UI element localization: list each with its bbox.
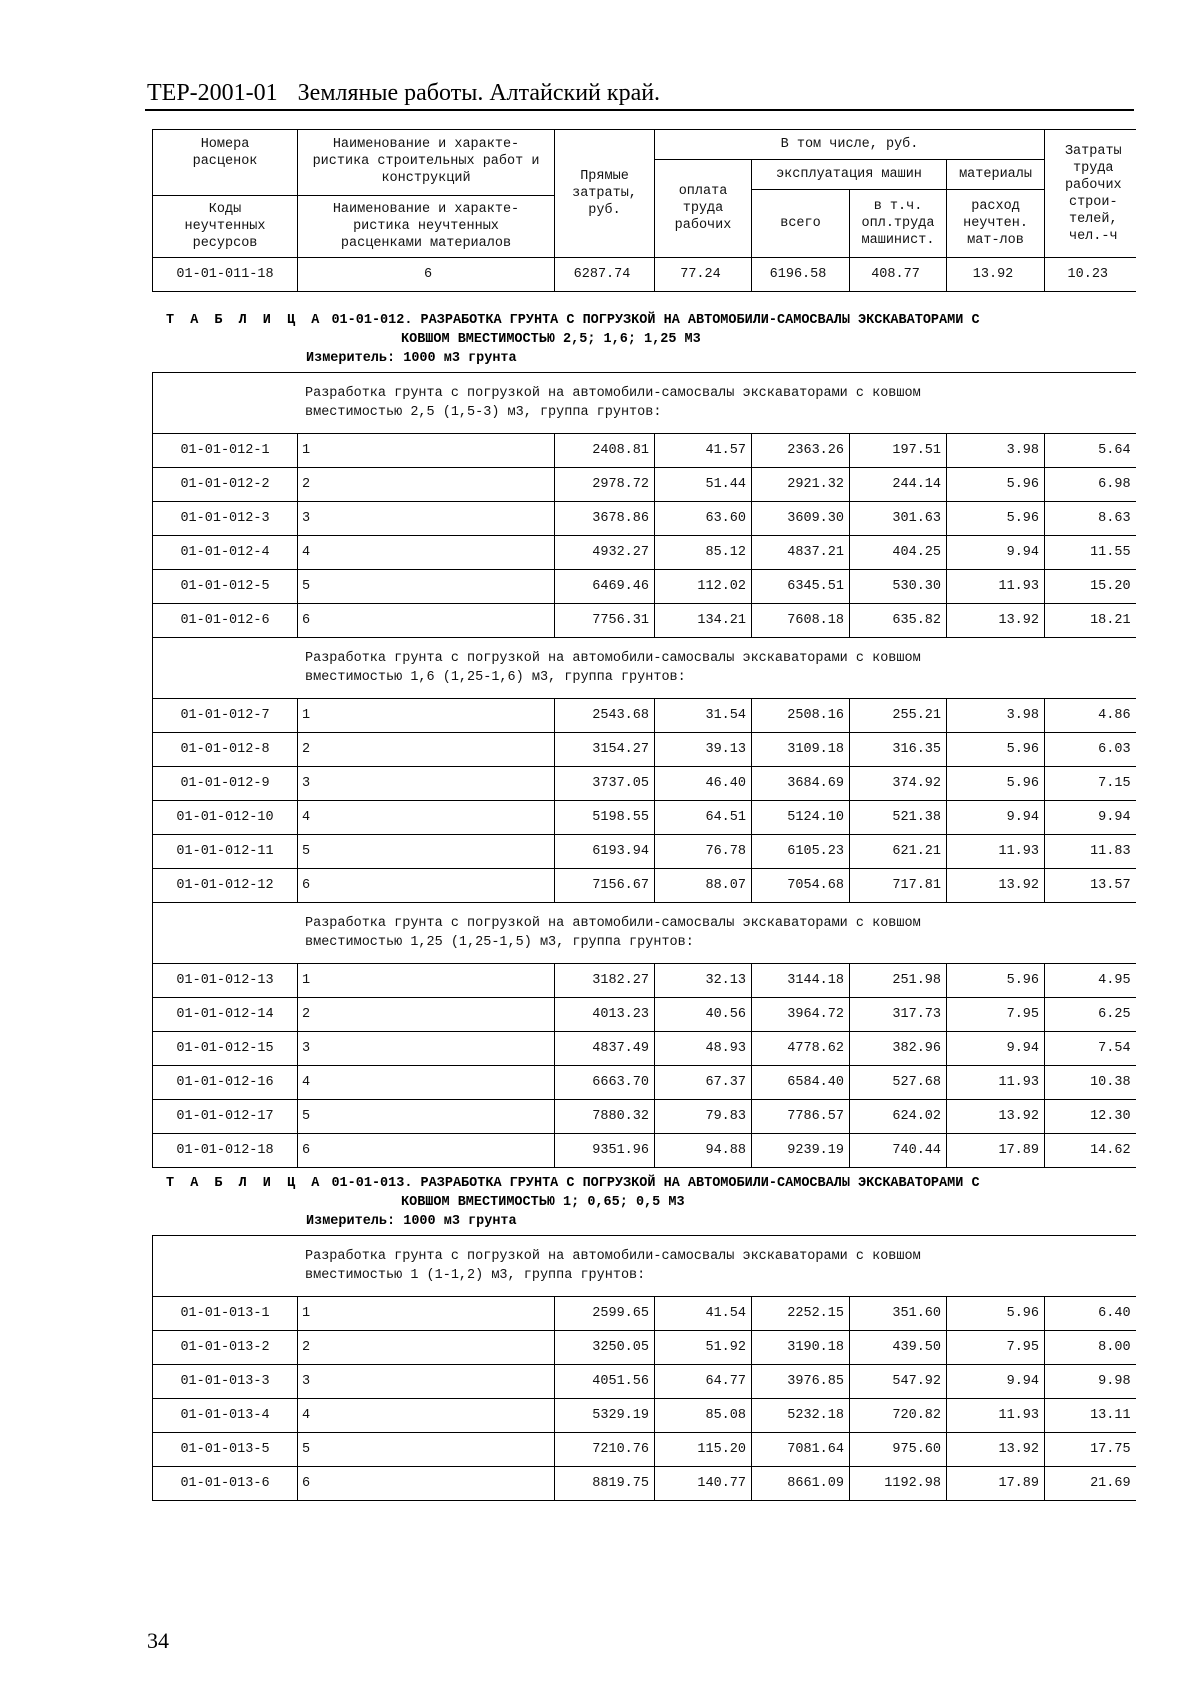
rate-name: 1 [298, 434, 555, 468]
materials: 17.89 [947, 1467, 1045, 1501]
rate-name: 6 [298, 1467, 555, 1501]
direct-costs: 7156.67 [555, 869, 655, 903]
rate-name: 2 [298, 733, 555, 767]
materials: 13.92 [947, 1100, 1045, 1134]
labor-cost: 11.55 [1045, 536, 1136, 570]
labor-cost: 8.00 [1045, 1331, 1136, 1365]
header-name: Наименование и характе- ристика строительных работ и конструкций [298, 130, 555, 196]
machines-total: 6105.23 [752, 835, 850, 869]
header-name2: Наименование и характе- ристика неучтенных расценками материалов [298, 196, 555, 258]
group-title-line2: вместимостью 2,5 (1,5-3) м3, группа грунтов: [305, 405, 662, 420]
labor-cost: 13.57 [1045, 869, 1136, 903]
materials: 11.93 [947, 1399, 1045, 1433]
direct-costs: 3182.27 [555, 964, 655, 998]
machines-operator-pay: 351.60 [850, 1297, 947, 1331]
labor-cost: 7.54 [1045, 1032, 1136, 1066]
materials: 9.94 [947, 1365, 1045, 1399]
rate-code: 01-01-012-13 [153, 964, 298, 998]
materials: 9.94 [947, 536, 1045, 570]
table-title-line1: 01-01-012. РАЗРАБОТКА ГРУНТА С ПОГРУЗКОЙ НА АВТОМОБИЛИ-САМОСВАЛЫ ЭКСКАВАТОРАМИ С [331, 313, 980, 328]
header-labor-cost: Затраты труда рабочих строи- телей, чел.-ч [1045, 130, 1136, 258]
labor-pay: 51.92 [655, 1331, 752, 1365]
table-row [153, 733, 1136, 767]
group-title-line2: вместимостью 1 (1-1,2) м3, группа грунтов: [305, 1268, 646, 1283]
rate-code: 01-01-013-3 [153, 1365, 298, 1399]
group-title [153, 1236, 1136, 1297]
machines-total: 6196.58 [752, 258, 850, 292]
table-013-body [153, 1236, 1136, 1501]
labor-pay: 67.37 [655, 1066, 752, 1100]
machines-operator-pay: 621.21 [850, 835, 947, 869]
machines-operator-pay: 408.77 [850, 258, 947, 292]
table-row [153, 1467, 1136, 1501]
group-title [153, 638, 1136, 699]
table-row [153, 767, 1136, 801]
header-labor-pay: оплата труда рабочих [655, 160, 752, 258]
table-row [153, 468, 1136, 502]
materials: 3.98 [947, 434, 1045, 468]
table-013-caption [166, 1174, 980, 1231]
rate-name: 4 [298, 1066, 555, 1100]
direct-costs: 2978.72 [555, 468, 655, 502]
machines-total: 3976.85 [752, 1365, 850, 1399]
rate-name: 2 [298, 998, 555, 1032]
labor-cost: 12.30 [1045, 1100, 1136, 1134]
table-row [153, 502, 1136, 536]
header-codes: Коды неучтенных ресурсов [153, 196, 298, 258]
machines-operator-pay: 975.60 [850, 1433, 947, 1467]
table-row [153, 258, 1136, 292]
group-title-line1: Разработка грунта с погрузкой на автомобили-самосвалы экскаваторами с ковшом [305, 1249, 921, 1264]
rate-name: 3 [298, 502, 555, 536]
rate-code: 01-01-012-14 [153, 998, 298, 1032]
labor-pay: 115.20 [655, 1433, 752, 1467]
rate-code: 01-01-013-4 [153, 1399, 298, 1433]
labor-pay: 48.93 [655, 1032, 752, 1066]
direct-costs: 2543.68 [555, 699, 655, 733]
table-row [153, 1032, 1136, 1066]
labor-cost: 14.62 [1045, 1134, 1136, 1168]
materials: 5.96 [947, 964, 1045, 998]
materials: 13.92 [947, 604, 1045, 638]
rate-code: 01-01-012-16 [153, 1066, 298, 1100]
rate-code: 01-01-012-9 [153, 767, 298, 801]
rate-name: 4 [298, 1399, 555, 1433]
header-numbers: Номера расценок [153, 130, 298, 196]
machines-total: 2921.32 [752, 468, 850, 502]
rate-code: 01-01-012-18 [153, 1134, 298, 1168]
table-prefix: Т А Б Л И Ц А [166, 1176, 324, 1191]
labor-pay: 32.13 [655, 964, 752, 998]
materials: 5.96 [947, 733, 1045, 767]
group-title-line1: Разработка грунта с погрузкой на автомобили-самосвалы экскаваторами с ковшом [305, 916, 921, 931]
rate-code: 01-01-012-12 [153, 869, 298, 903]
header-machines-incl: в т.ч. опл.труда машинист. [850, 190, 947, 258]
labor-cost: 17.75 [1045, 1433, 1136, 1467]
table-row [153, 835, 1136, 869]
direct-costs: 3737.05 [555, 767, 655, 801]
machines-operator-pay: 635.82 [850, 604, 947, 638]
table-row [153, 604, 1136, 638]
table-unit: Измеритель: 1000 м3 грунта [306, 1214, 517, 1229]
direct-costs: 6287.74 [555, 258, 655, 292]
column-header-table [152, 129, 1136, 292]
machines-operator-pay: 374.92 [850, 767, 947, 801]
machines-operator-pay: 740.44 [850, 1134, 947, 1168]
table-row [153, 1297, 1136, 1331]
materials: 11.93 [947, 570, 1045, 604]
table-row [153, 869, 1136, 903]
direct-costs: 2599.65 [555, 1297, 655, 1331]
labor-cost: 18.21 [1045, 604, 1136, 638]
group-header-row [153, 903, 1136, 964]
machines-operator-pay: 521.38 [850, 801, 947, 835]
labor-pay: 63.60 [655, 502, 752, 536]
machines-total: 7608.18 [752, 604, 850, 638]
machines-total: 5124.10 [752, 801, 850, 835]
labor-pay: 134.21 [655, 604, 752, 638]
rate-code: 01-01-012-4 [153, 536, 298, 570]
materials: 3.98 [947, 699, 1045, 733]
rate-code: 01-01-012-6 [153, 604, 298, 638]
rate-name: 4 [298, 536, 555, 570]
machines-total: 7786.57 [752, 1100, 850, 1134]
labor-cost: 6.40 [1045, 1297, 1136, 1331]
rate-name: 5 [298, 835, 555, 869]
labor-cost: 7.15 [1045, 767, 1136, 801]
direct-costs: 3678.86 [555, 502, 655, 536]
rate-name: 5 [298, 570, 555, 604]
labor-pay: 112.02 [655, 570, 752, 604]
labor-pay: 88.07 [655, 869, 752, 903]
rate-name: 6 [298, 869, 555, 903]
machines-total: 2508.16 [752, 699, 850, 733]
direct-costs: 6193.94 [555, 835, 655, 869]
machines-operator-pay: 382.96 [850, 1032, 947, 1066]
direct-costs: 9351.96 [555, 1134, 655, 1168]
direct-costs: 3154.27 [555, 733, 655, 767]
machines-operator-pay: 317.73 [850, 998, 947, 1032]
materials: 13.92 [947, 258, 1045, 292]
group-header-row [153, 638, 1136, 699]
document-title: Земляные работы. Алтайский край. [297, 80, 661, 106]
table-row [153, 1399, 1136, 1433]
rate-code: 01-01-013-1 [153, 1297, 298, 1331]
machines-total: 2363.26 [752, 434, 850, 468]
header-machines: эксплуатация машин [752, 160, 947, 190]
table-row [153, 998, 1136, 1032]
labor-pay: 64.51 [655, 801, 752, 835]
materials: 11.93 [947, 835, 1045, 869]
rate-name: 3 [298, 767, 555, 801]
materials: 9.94 [947, 1032, 1045, 1066]
labor-cost: 10.23 [1045, 258, 1136, 292]
machines-total: 2252.15 [752, 1297, 850, 1331]
labor-cost: 4.95 [1045, 964, 1136, 998]
page-header [147, 80, 660, 107]
table-row [153, 536, 1136, 570]
machines-total: 6345.51 [752, 570, 850, 604]
labor-pay: 85.12 [655, 536, 752, 570]
direct-costs: 4013.23 [555, 998, 655, 1032]
materials: 5.96 [947, 1297, 1045, 1331]
rate-code: 01-01-012-7 [153, 699, 298, 733]
machines-total: 3684.69 [752, 767, 850, 801]
machines-operator-pay: 251.98 [850, 964, 947, 998]
labor-cost: 8.63 [1045, 502, 1136, 536]
table-row [153, 801, 1136, 835]
machines-operator-pay: 547.92 [850, 1365, 947, 1399]
labor-cost: 13.11 [1045, 1399, 1136, 1433]
labor-cost: 11.83 [1045, 835, 1136, 869]
rate-name: 2 [298, 1331, 555, 1365]
rate-name: 1 [298, 699, 555, 733]
rate-code: 01-01-012-11 [153, 835, 298, 869]
direct-costs: 3250.05 [555, 1331, 655, 1365]
header-materials: материалы [947, 160, 1045, 190]
table-013 [152, 1235, 1136, 1501]
table-row [153, 964, 1136, 998]
group-title [153, 373, 1136, 434]
machines-total: 3609.30 [752, 502, 850, 536]
group-header-row [153, 1236, 1136, 1297]
machines-operator-pay: 530.30 [850, 570, 947, 604]
rate-code: 01-01-012-1 [153, 434, 298, 468]
page-number: 34 [147, 1628, 169, 1653]
rate-code: 01-01-012-3 [153, 502, 298, 536]
rate-code: 01-01-012-17 [153, 1100, 298, 1134]
labor-pay: 77.24 [655, 258, 752, 292]
machines-total: 7054.68 [752, 869, 850, 903]
machines-operator-pay: 197.51 [850, 434, 947, 468]
labor-cost: 6.25 [1045, 998, 1136, 1032]
labor-pay: 94.88 [655, 1134, 752, 1168]
labor-pay: 39.13 [655, 733, 752, 767]
group-title-line1: Разработка грунта с погрузкой на автомобили-самосвалы экскаваторами с ковшом [305, 386, 921, 401]
table-row [153, 1100, 1136, 1134]
labor-cost: 4.86 [1045, 699, 1136, 733]
rate-code: 01-01-011-18 [153, 258, 298, 292]
labor-pay: 64.77 [655, 1365, 752, 1399]
machines-operator-pay: 527.68 [850, 1066, 947, 1100]
machines-operator-pay: 1192.98 [850, 1467, 947, 1501]
machines-operator-pay: 717.81 [850, 869, 947, 903]
labor-cost: 6.98 [1045, 468, 1136, 502]
rate-name: 6 [298, 604, 555, 638]
table-row [153, 434, 1136, 468]
table-012 [152, 372, 1136, 1168]
table-row [153, 699, 1136, 733]
machines-operator-pay: 244.14 [850, 468, 947, 502]
rate-name: 1 [298, 964, 555, 998]
machines-operator-pay: 720.82 [850, 1399, 947, 1433]
rate-name: 3 [298, 1032, 555, 1066]
machines-operator-pay: 255.21 [850, 699, 947, 733]
direct-costs: 4837.49 [555, 1032, 655, 1066]
group-title-line2: вместимостью 1,25 (1,25-1,5) м3, группа грунтов: [305, 935, 694, 950]
rate-name: 4 [298, 801, 555, 835]
document-code: ТЕР-2001-01 [147, 80, 278, 106]
rate-name: 6 [298, 1134, 555, 1168]
table-row [153, 1331, 1136, 1365]
machines-total: 3190.18 [752, 1331, 850, 1365]
machines-operator-pay: 316.35 [850, 733, 947, 767]
table-title-line2: КОВШОМ ВМЕСТИМОСТЬЮ 2,5; 1,6; 1,25 М3 [401, 332, 701, 347]
table-prefix: Т А Б Л И Ц А [166, 313, 324, 328]
group-title-line2: вместимостью 1,6 (1,25-1,6) м3, группа грунтов: [305, 670, 686, 685]
header-direct-costs: Прямые затраты, руб. [555, 130, 655, 258]
machines-operator-pay: 404.25 [850, 536, 947, 570]
labor-cost: 9.94 [1045, 801, 1136, 835]
rate-name: 5 [298, 1100, 555, 1134]
labor-pay: 40.56 [655, 998, 752, 1032]
machines-total: 3144.18 [752, 964, 850, 998]
machines-operator-pay: 301.63 [850, 502, 947, 536]
rate-code: 01-01-012-8 [153, 733, 298, 767]
materials: 5.96 [947, 767, 1045, 801]
machines-total: 6584.40 [752, 1066, 850, 1100]
labor-pay: 41.57 [655, 434, 752, 468]
group-title-line1: Разработка грунта с погрузкой на автомобили-самосвалы экскаваторами с ковшом [305, 651, 921, 666]
rate-code: 01-01-013-5 [153, 1433, 298, 1467]
labor-cost: 9.98 [1045, 1365, 1136, 1399]
rate-name: 5 [298, 1433, 555, 1467]
rate-code: 01-01-012-2 [153, 468, 298, 502]
direct-costs: 6469.46 [555, 570, 655, 604]
labor-pay: 140.77 [655, 1467, 752, 1501]
direct-costs: 8819.75 [555, 1467, 655, 1501]
machines-total: 5232.18 [752, 1399, 850, 1433]
table-row [153, 1433, 1136, 1467]
rate-code: 01-01-012-5 [153, 570, 298, 604]
table-title-line2: КОВШОМ ВМЕСТИМОСТЬЮ 1; 0,65; 0,5 М3 [401, 1195, 685, 1210]
table-row [153, 1134, 1136, 1168]
machines-operator-pay: 439.50 [850, 1331, 947, 1365]
table-row [153, 570, 1136, 604]
machines-total: 4778.62 [752, 1032, 850, 1066]
labor-pay: 31.54 [655, 699, 752, 733]
table-row [153, 1365, 1136, 1399]
materials: 17.89 [947, 1134, 1045, 1168]
machines-total: 8661.09 [752, 1467, 850, 1501]
materials: 7.95 [947, 1331, 1045, 1365]
labor-pay: 46.40 [655, 767, 752, 801]
direct-costs: 5198.55 [555, 801, 655, 835]
rate-name: 3 [298, 1365, 555, 1399]
materials: 13.92 [947, 869, 1045, 903]
direct-costs: 4051.56 [555, 1365, 655, 1399]
labor-cost: 15.20 [1045, 570, 1136, 604]
rate-code: 01-01-012-10 [153, 801, 298, 835]
rate-code: 01-01-013-2 [153, 1331, 298, 1365]
materials: 5.96 [947, 468, 1045, 502]
labor-pay: 76.78 [655, 835, 752, 869]
rate-name: 2 [298, 468, 555, 502]
materials: 9.94 [947, 801, 1045, 835]
table-012-body [153, 373, 1136, 1168]
rate-code: 01-01-013-6 [153, 1467, 298, 1501]
rate-code: 01-01-012-15 [153, 1032, 298, 1066]
labor-cost: 10.38 [1045, 1066, 1136, 1100]
rate-name: 1 [298, 1297, 555, 1331]
table-row [153, 1066, 1136, 1100]
labor-pay: 85.08 [655, 1399, 752, 1433]
materials: 13.92 [947, 1433, 1045, 1467]
direct-costs: 6663.70 [555, 1066, 655, 1100]
direct-costs: 7756.31 [555, 604, 655, 638]
machines-total: 3964.72 [752, 998, 850, 1032]
header-rule [145, 109, 1134, 111]
direct-costs: 7880.32 [555, 1100, 655, 1134]
materials: 5.96 [947, 502, 1045, 536]
table-012-caption [166, 311, 980, 368]
labor-pay: 41.54 [655, 1297, 752, 1331]
machines-total: 7081.64 [752, 1433, 850, 1467]
direct-costs: 2408.81 [555, 434, 655, 468]
direct-costs: 5329.19 [555, 1399, 655, 1433]
materials: 7.95 [947, 998, 1045, 1032]
labor-cost: 6.03 [1045, 733, 1136, 767]
machines-total: 3109.18 [752, 733, 850, 767]
header-materials-sub: расход неучтен. мат-лов [947, 190, 1045, 258]
direct-costs: 7210.76 [555, 1433, 655, 1467]
header-including: В том числе, руб. [655, 130, 1045, 160]
direct-costs: 4932.27 [555, 536, 655, 570]
group-title [153, 903, 1136, 964]
table-unit: Измеритель: 1000 м3 грунта [306, 351, 517, 366]
labor-pay: 51.44 [655, 468, 752, 502]
machines-total: 9239.19 [752, 1134, 850, 1168]
machines-operator-pay: 624.02 [850, 1100, 947, 1134]
header-machines-total: всего [752, 190, 850, 258]
labor-cost: 5.64 [1045, 434, 1136, 468]
labor-pay: 79.83 [655, 1100, 752, 1134]
group-header-row [153, 373, 1136, 434]
materials: 11.93 [947, 1066, 1045, 1100]
labor-cost: 21.69 [1045, 1467, 1136, 1501]
table-title-line1: 01-01-013. РАЗРАБОТКА ГРУНТА С ПОГРУЗКОЙ НА АВТОМОБИЛИ-САМОСВАЛЫ ЭКСКАВАТОРАМИ С [331, 1176, 980, 1191]
machines-total: 4837.21 [752, 536, 850, 570]
rate-name: 6 [298, 258, 555, 292]
